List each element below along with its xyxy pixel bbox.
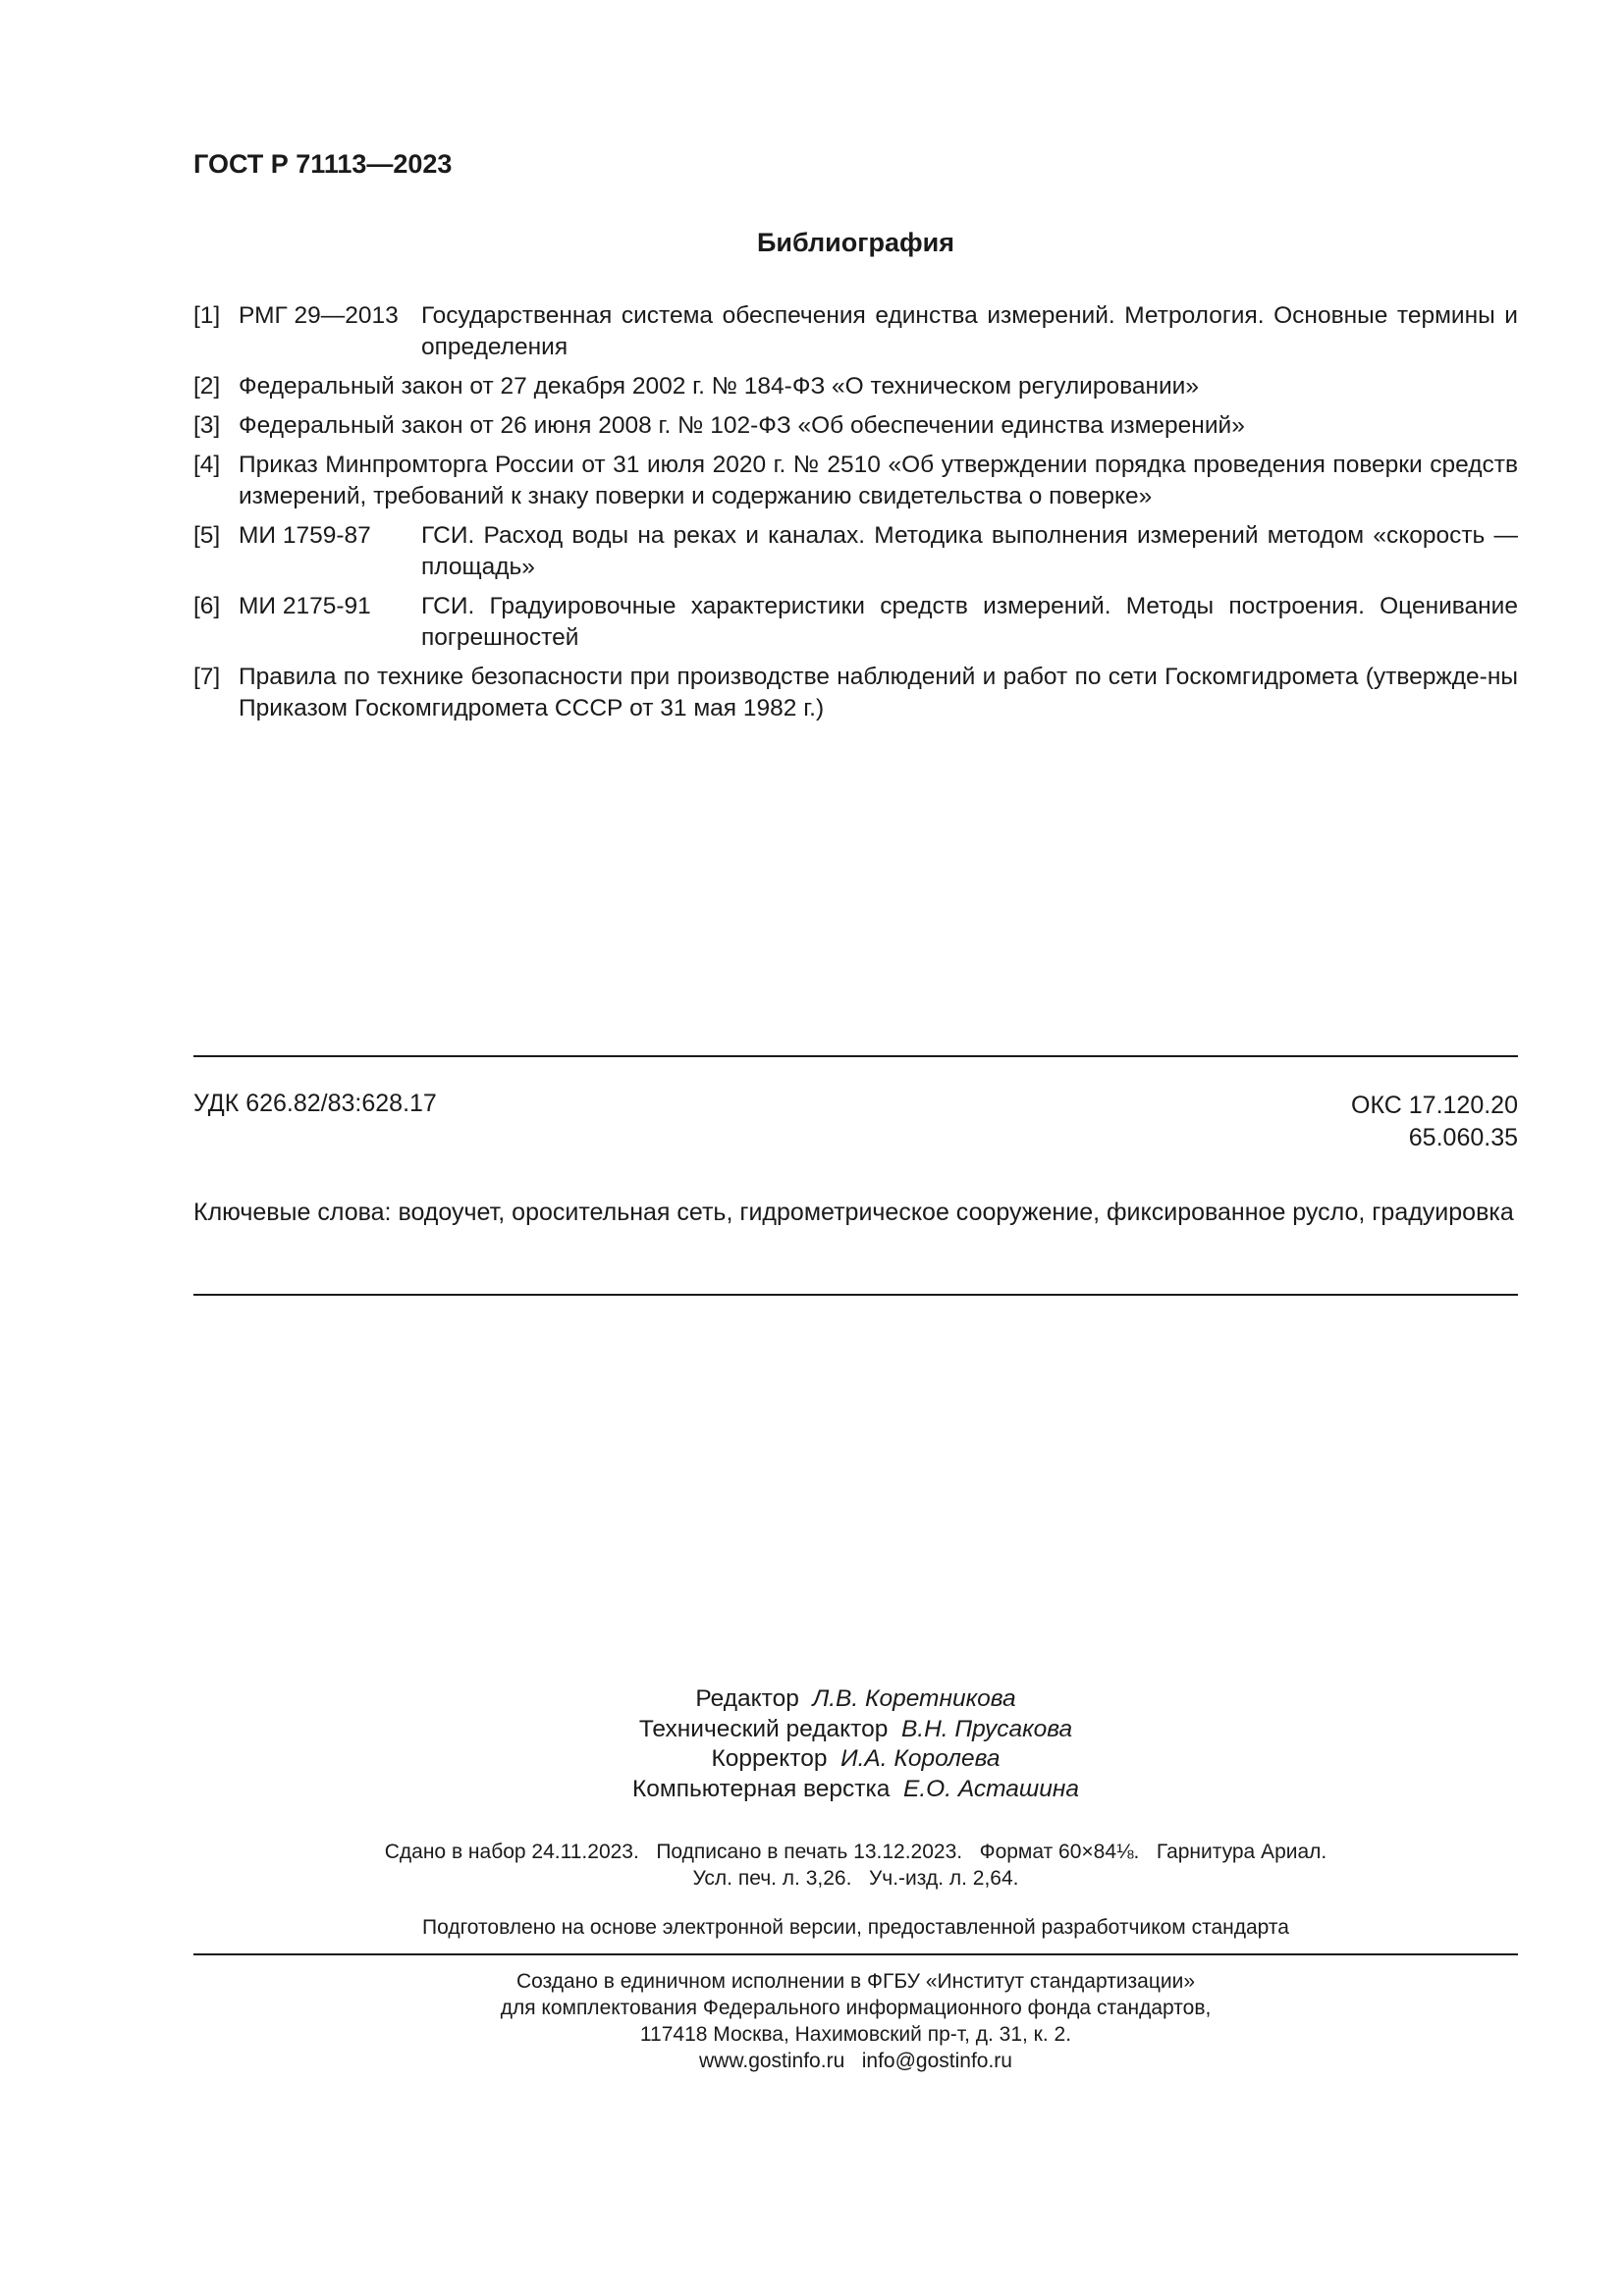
reference-text: Правила по технике безопасности при производстве наблюдений и работ по сети Госкомгидромета (утвержде-ны Приказом Госкомгидромета СССР от 31 мая 1982 г.): [239, 664, 1518, 721]
bibliography-title: Библиография: [757, 228, 954, 257]
credit-role: Корректор: [711, 1745, 828, 1772]
reference-code: МИ 2175-91: [239, 593, 371, 619]
credit-name: И.А. Королева: [840, 1745, 1001, 1772]
reference-item-6: [193, 591, 1518, 654]
credit-name: В.Н. Прусакова: [900, 1715, 1073, 1742]
reference-item-4: [193, 450, 1518, 512]
footer-links: www.gostinfo.ru info@gostinfo.ru: [699, 2050, 1012, 2072]
footer-line-3: 117418 Москва, Нахимовский пр-т, д. 31, к. 2.: [639, 2023, 1072, 2046]
credit-editor: [193, 1684, 1518, 1715]
reference-number: [2]: [193, 373, 221, 400]
divider-bottom: [193, 1953, 1518, 1955]
footer-block: [193, 1968, 1518, 2074]
credit-layout: [193, 1775, 1518, 1805]
reference-item-1: [193, 300, 1518, 363]
reference-code: РМГ 29—2013: [239, 302, 399, 329]
keywords-text: Ключевые слова: водоучет, оросительная сеть, гидрометрическое сооружение, фиксированное русло, градуировка: [193, 1199, 1514, 1226]
oks-line-1: ОКС 17.120.20: [1351, 1092, 1518, 1119]
credits-block: [193, 1684, 1518, 1804]
standard-code-header: ГОСТ Р 71113—2023: [193, 149, 453, 179]
reference-item-7: [193, 662, 1518, 724]
reference-text: ГСИ. Расход воды на реках и каналах. Методика выполнения измерений методом «скорость — площадь»: [421, 522, 1518, 580]
reference-number: [5]: [193, 522, 221, 549]
divider-middle: [193, 1294, 1518, 1296]
credit-role: Редактор: [695, 1685, 799, 1712]
reference-number: [6]: [193, 593, 221, 619]
footer-line-1: Создано в единичном исполнении в ФГБУ «Институт стандартизации»: [515, 1970, 1196, 1993]
reference-number: [4]: [193, 452, 221, 478]
footer-line-2: для комплектования Федерального информационного фонда стандартов,: [500, 1997, 1212, 2019]
reference-item-5: [193, 520, 1518, 583]
bibliography-list: [193, 300, 1518, 732]
credit-name: Е.О. Асташина: [903, 1775, 1079, 1802]
document-page: [193, 0, 1518, 2296]
oks-line-2: 65.060.35: [1408, 1124, 1518, 1151]
credit-role: Технический редактор: [638, 1715, 889, 1742]
udk-code: УДК 626.82/83:628.17: [193, 1090, 437, 1117]
imprint-line-1: Сдано в набор 24.11.2023. Подписано в печать 13.12.2023. Формат 60×84⅛. Гарнитура Ариал.: [384, 1841, 1327, 1863]
reference-text: Федеральный закон от 27 декабря 2002 г. № 184-ФЗ «О техническом регулировании»: [239, 373, 1199, 400]
reference-text: Приказ Минпромторга России от 31 июля 2020 г. № 2510 «Об утверждении порядка проведения поверки средств измерений, требований к знаку поверки и содержанию свидетельства о поверке»: [239, 452, 1518, 509]
oks-codes: [1351, 1090, 1518, 1154]
reference-item-3: [193, 410, 1518, 442]
reference-number: [3]: [193, 412, 221, 439]
prepared-note: Подготовлено на основе электронной версии, предоставленной разработчиком стандарта: [422, 1916, 1289, 1939]
divider-top: [193, 1055, 1518, 1057]
credit-name: Л.В. Коретникова: [812, 1685, 1016, 1712]
reference-item-2: [193, 371, 1518, 402]
imprint-block: [193, 1839, 1518, 1892]
reference-text: Федеральный закон от 26 июня 2008 г. № 102-ФЗ «Об обеспечении единства измерений»: [239, 412, 1245, 439]
imprint-line-2: Усл. печ. л. 3,26. Уч.-изд. л. 2,64.: [692, 1867, 1019, 1890]
reference-code: МИ 1759-87: [239, 522, 371, 549]
credit-role: Компьютерная верстка: [632, 1775, 891, 1802]
reference-text: Государственная система обеспечения единства измерений. Метрология. Основные термины и определения: [421, 302, 1518, 360]
reference-number: [7]: [193, 664, 221, 690]
reference-text: ГСИ. Градуировочные характеристики средств измерений. Методы построения. Оценивание погрешностей: [421, 593, 1518, 651]
reference-number: [1]: [193, 302, 221, 329]
credit-technical-editor: [193, 1715, 1518, 1745]
credit-proofreader: [193, 1744, 1518, 1775]
